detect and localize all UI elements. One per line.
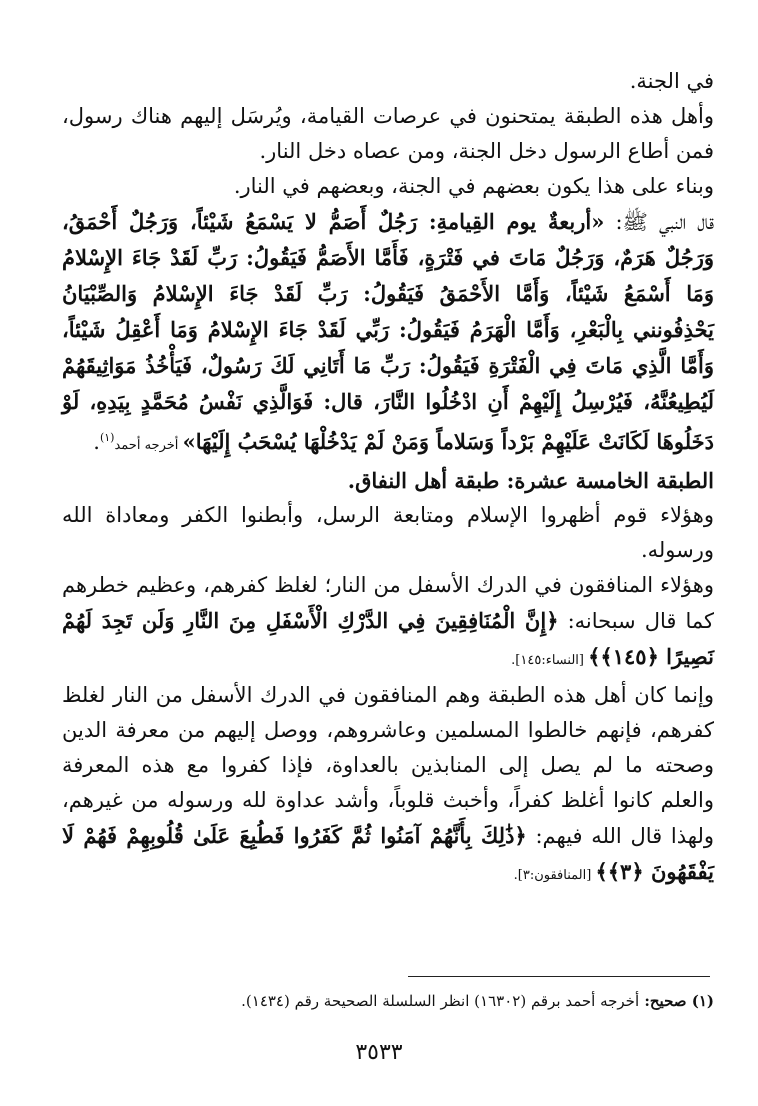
verse-2-reference: [المنافقون:٣]. (513, 868, 596, 883)
footnote-text: أخرجه أحمد برقم (١٦٣٠٢) انظر السلسلة الصحيحة رقم (١٤٣٤). (241, 992, 640, 1010)
paragraph-6 (62, 678, 714, 893)
hadith-intro: قال النبي ﷺ: (604, 210, 715, 234)
paragraph-2: وأهل هذه الطبقة يمتحنون في عرصات القيامة، ويُرسَل إليهم هناك رسول، فمن أطاع الرسول دخل الجنة، ومن عصاه دخل النار. (62, 104, 714, 163)
verse-1-reference: [النساء:١٤٥]. (511, 653, 589, 668)
hadith-text: «أربعةٌ يوم القِيامةِ: رَجُلٌ أَصَمُّ لا يَسْمَعُ شَيْئاً، وَرَجُلٌ أَحْمَقُ، وَرَجُلٌ هَرَمٌ، وَرَجُلٌ مَاتَ في فَتْرَةٍ، فَأَمَّا الأَصَمُّ فَيَقُولُ: رَبِّ لَقَدْ جَاءَ الإِسْلامُ وَمَا أَسْمَعُ شَيْئاً، وَأَمَّا الأَحْمَقُ فَيَقُولُ: رَبِّ لَقَدْ جَاءَ الإِسْلامُ وَالصِّبْيَانُ يَحْذِفُونني بِالْبَعْرِ، وَأَمَّا الْهَرَمُ فَيَقُولُ: رَبِّي لَقَدْ جَاءَ الإِسْلامُ وَمَا أَعْقِلُ شَيْئاً، وَأَمَّا الَّذِي مَاتَ فِي الْفَتْرَةِ فَيَقُولُ: رَبِّ مَا أَتَانِي لَكَ رَسُولٌ، فَيَأْخُذُ مَوَاثِيقَهُمْ لَيُطِيعُنَّهُ، فَيُرْسِلُ إِلَيْهِمْ أَنِ ادْخُلُوا النَّارَ، قال: فَوَالَّذِي نَفْسُ مُحَمَّدٍ بِيَدِهِ، لَوْ دَخَلُوهَا لَكَانَتْ عَلَيْهِمْ بَرْداً وَسَلاماً وَمَنْ لَمْ يَدْخُلْهَا يُسْحَبُ إِلَيْهَا» (62, 209, 714, 454)
paragraph-3: وبناء على هذا يكون بعضهم في الجنة، وبعضهم في النار. (233, 174, 714, 198)
quran-verse-1: ﴿إِنَّ الْمُنَافِقِينَ فِي الدَّرْكِ الْأَسْفَلِ مِنَ النَّارِ وَلَن تَجِدَ لَهُمْ نَصِيرًا ﴿١٤٥﴾﴾ (62, 608, 714, 669)
paragraph-4: وهؤلاء قوم أظهروا الإسلام ومتابعة الرسل، وأبطنوا الكفر ومعاداة الله ورسوله. (62, 503, 714, 562)
paragraph-6-text: وإنما كان أهل هذه الطبقة وهم المنافقون في الدرك الأسفل من النار لغلظ كفرهم، فإنهم خالطوا المسلمين وعاشروهم، ووصل إليهم من معرفة الدين وصحته ما لم يصل إلى المنابذين بالعداوة، فإذا كفروا مع هذه المعرفة والعلم كانوا أغلظ كفراً، وأخبث قلوباً، وأشد عداوة لله ورسوله من غيرهم، ولهذا قال الله فيهم: (62, 683, 714, 848)
footnote-ref: (١) (99, 431, 115, 444)
footnote-divider (408, 976, 710, 977)
hadith-source: أخرجه أحمد (114, 438, 183, 453)
section-heading: الطبقة الخامسة عشرة: طبقة أهل النفاق. (347, 468, 714, 493)
footnote-label: (١) صحيح: (639, 992, 714, 1010)
page-number: ٣٥٣٣ (355, 1040, 403, 1065)
hadith-paragraph: قال النبي ﷺ: «أربعةٌ يوم القِيامةِ: رَجُلٌ أَصَمُّ لا يَسْمَعُ شَيْئاً، وَرَجُلٌ أَحْمَقُ، وَرَجُلٌ هَرَمٌ، وَرَجُلٌ مَاتَ في فَتْرَةٍ، فَأَمَّا الأَصَمُّ فَيَقُولُ: رَبِّ لَقَدْ جَاءَ الإِسْلامُ وَمَا أَسْمَعُ شَيْئاً، وَأَمَّا الأَحْمَقُ فَيَقُولُ: رَبِّ لَقَدْ جَاءَ الإِسْلامُ وَالصِّبْيَانُ يَحْذِفُونني بِالْبَعْرِ، وَأَمَّا الْهَرَمُ فَيَقُولُ: رَبِّي لَقَدْ جَاءَ الإِسْلامُ وَمَا أَعْقِلُ شَيْئاً، وَأَمَّا الَّذِي مَاتَ فِي الْفَتْرَةِ فَيَقُولُ: رَبِّ مَا أَتَانِي لَكَ رَسُولٌ، فَيَأْخُذُ مَوَاثِيقَهُمْ لَيُطِيعُنَّهُ، فَيُرْسِلُ إِلَيْهِمْ أَنِ ادْخُلُوا النَّارَ، قال: فَوَالَّذِي نَفْسُ مُحَمَّدٍ بِيَدِهِ، لَوْ دَخَلُوهَا لَكَانَتْ عَلَيْهِمْ بَرْداً وَسَلاماً وَمَنْ لَمْ يَدْخُلْهَا يُسْحَبُ إِلَيْهَا» أخرجه أحمد$^{(١)}$. (62, 209, 715, 454)
paragraph-1: في الجنة. (629, 69, 714, 93)
footnote (62, 990, 714, 1012)
paragraph-5 (62, 568, 714, 678)
main-text (62, 64, 714, 893)
paragraph-5-intro: وهؤلاء المنافقون في الدرك الأسفل من النار؛ لغلظ كفرهم، وعظيم خطرهم كما قال سبحانه: (62, 573, 714, 633)
quran-verse-2: ﴿ذَٰلِكَ بِأَنَّهُمْ آمَنُوا ثُمَّ كَفَرُوا فَطُبِعَ عَلَىٰ قُلُوبِهِمْ فَهُمْ لَا يَفْقَهُونَ ﴿٣﴾﴾ (62, 823, 714, 884)
